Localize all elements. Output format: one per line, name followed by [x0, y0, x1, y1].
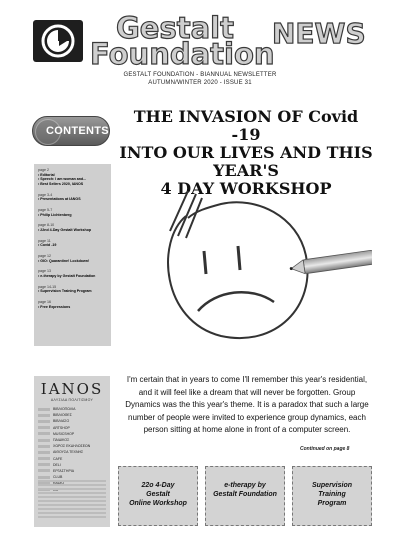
toc-item: • Supervision Training Program [38, 289, 92, 294]
toc-pages: page 2 [38, 168, 49, 172]
headline-line: INTO OUR LIVES AND THIS YEAR'S [119, 143, 373, 180]
contents-label: CONTENTS [46, 125, 109, 137]
feature-workshop[interactable] [118, 466, 198, 526]
toc-pages: page 13 [38, 269, 51, 274]
gestalt-logo [33, 20, 83, 62]
table-of-contents [34, 164, 111, 346]
toc-item: • Best Sellers 2020, IANOS [38, 182, 84, 187]
ianos-tagline: ΑΛΥΣΙΔΑ ΠΟΛΙΤΙΣΜΟΥ [50, 398, 94, 402]
ianos-address-block [38, 480, 106, 520]
toc-entry[interactable] [38, 300, 107, 309]
right-eye [238, 246, 240, 270]
pen-icon [289, 250, 372, 276]
feature-supervision[interactable] [292, 466, 372, 526]
toc-pages: page 16 [38, 300, 51, 305]
logo-circle-icon [33, 20, 83, 62]
masthead-title-line2: Foundation [90, 37, 275, 71]
toc-item: • Editorial [38, 172, 55, 177]
toc-pages: page 5-7 [38, 208, 53, 213]
toc-pages: page 12 [38, 254, 51, 259]
ianos-category: ΕΡΓΑΣΤΗΡΙΑ [38, 468, 106, 474]
feature-line: Online Workshop [129, 500, 187, 507]
ianos-category: ΒΙΒΛΙΟΘΕΣ [38, 412, 106, 418]
toc-item: • e-therapy by Gestalt Foundation [38, 274, 96, 279]
toc-item: • Presentations at IANOS [38, 197, 81, 202]
headline-line: THE INVASION OF Covid -19 [133, 107, 359, 144]
ianos-category: DELI [38, 462, 106, 468]
article-body: I'm certain that in years to come I'll remember this year's residential, and it will feel like a dream that will never be forgotten. Group Dynamics was the this year's theme. It is a paradox that such a large number of people were invited to experience group dynamics, each person sitting at home alone in front of a computer screen. [125, 375, 369, 434]
feature-etherapy[interactable] [205, 466, 285, 526]
sad-mouth [198, 292, 274, 311]
masthead-news: NEWS [272, 17, 366, 50]
contents-button[interactable] [32, 116, 110, 146]
ianos-category: MUSICSHOP [38, 431, 106, 437]
toc-entry[interactable] [38, 254, 107, 263]
ianos-category: ARTSHOP [38, 425, 106, 431]
toc-entry[interactable] [38, 208, 107, 217]
toc-item: • 22nd 4-Day Gestalt Workshop [38, 228, 92, 233]
toc-entry[interactable] [38, 269, 107, 278]
toc-pages: page 8-10 [38, 223, 55, 228]
toc-item: • GIO: Quarantine! Lockdown! [38, 258, 90, 263]
feature-line: Program [317, 500, 347, 507]
toc-item: • Speech: I am woman and... [38, 177, 87, 182]
ianos-category: CAFE [38, 456, 106, 462]
toc-item: • Philip Lichtenberg [38, 212, 72, 217]
ianos-name: IANOS [40, 380, 104, 398]
face-outline [168, 202, 307, 338]
toc-entry[interactable] [38, 168, 107, 187]
toc-item: • Covid -19 [38, 243, 57, 248]
toc-entry[interactable] [38, 223, 107, 232]
article-headline [118, 108, 374, 198]
ianos-category: ΒΙΒΛΙΑΣΟ [38, 418, 106, 424]
newsletter-subtitle: GESTALT FOUNDATION - BIANNUAL NEWSLETTER [123, 72, 277, 78]
toc-entry[interactable] [38, 239, 107, 248]
feature-line: Supervision [311, 482, 353, 489]
ianos-category: ΠΑΙΔΙΚΟΣ [38, 437, 106, 443]
feature-line: Gestalt [146, 491, 170, 498]
toc-pages: page 14-15 [38, 284, 57, 289]
feature-line: Gestalt Foundation [213, 491, 277, 498]
headline-line: 4 DAY WORKSHOP [160, 179, 332, 198]
left-eye [204, 251, 206, 274]
ianos-category: CLUB [38, 474, 106, 480]
ianos-category: ΒΙΒΛΙΟΠΩΛΙΑ [38, 406, 106, 412]
issue-info: AUTUMN/WINTER 2020 - ISSUE 31 [148, 80, 252, 86]
feature-line: 22o 4-Day [141, 482, 175, 489]
masthead-title-line1: Gestalt [116, 11, 234, 45]
sad-face-illustration [126, 186, 372, 362]
ianos-category: ΧΩΡΟΣ ΕΚΔΗΛΩΣΕΩΝ [38, 443, 106, 449]
toc-pages: page 3-4 [38, 192, 53, 197]
feature-line: Training [318, 491, 346, 498]
feature-line: e-therapy by [224, 482, 266, 489]
ianos-category: ΑΙΘΟΥΣΑ ΤΕΧΝΗΣ [38, 449, 106, 455]
toc-entry[interactable] [38, 193, 107, 202]
toc-item: • Free Expressions [38, 304, 71, 309]
continued-link[interactable]: Continued on page 8 [300, 446, 350, 452]
ianos-advertisement[interactable] [34, 376, 110, 527]
toc-pages: page 11 [38, 238, 51, 243]
toc-entry[interactable] [38, 285, 107, 294]
